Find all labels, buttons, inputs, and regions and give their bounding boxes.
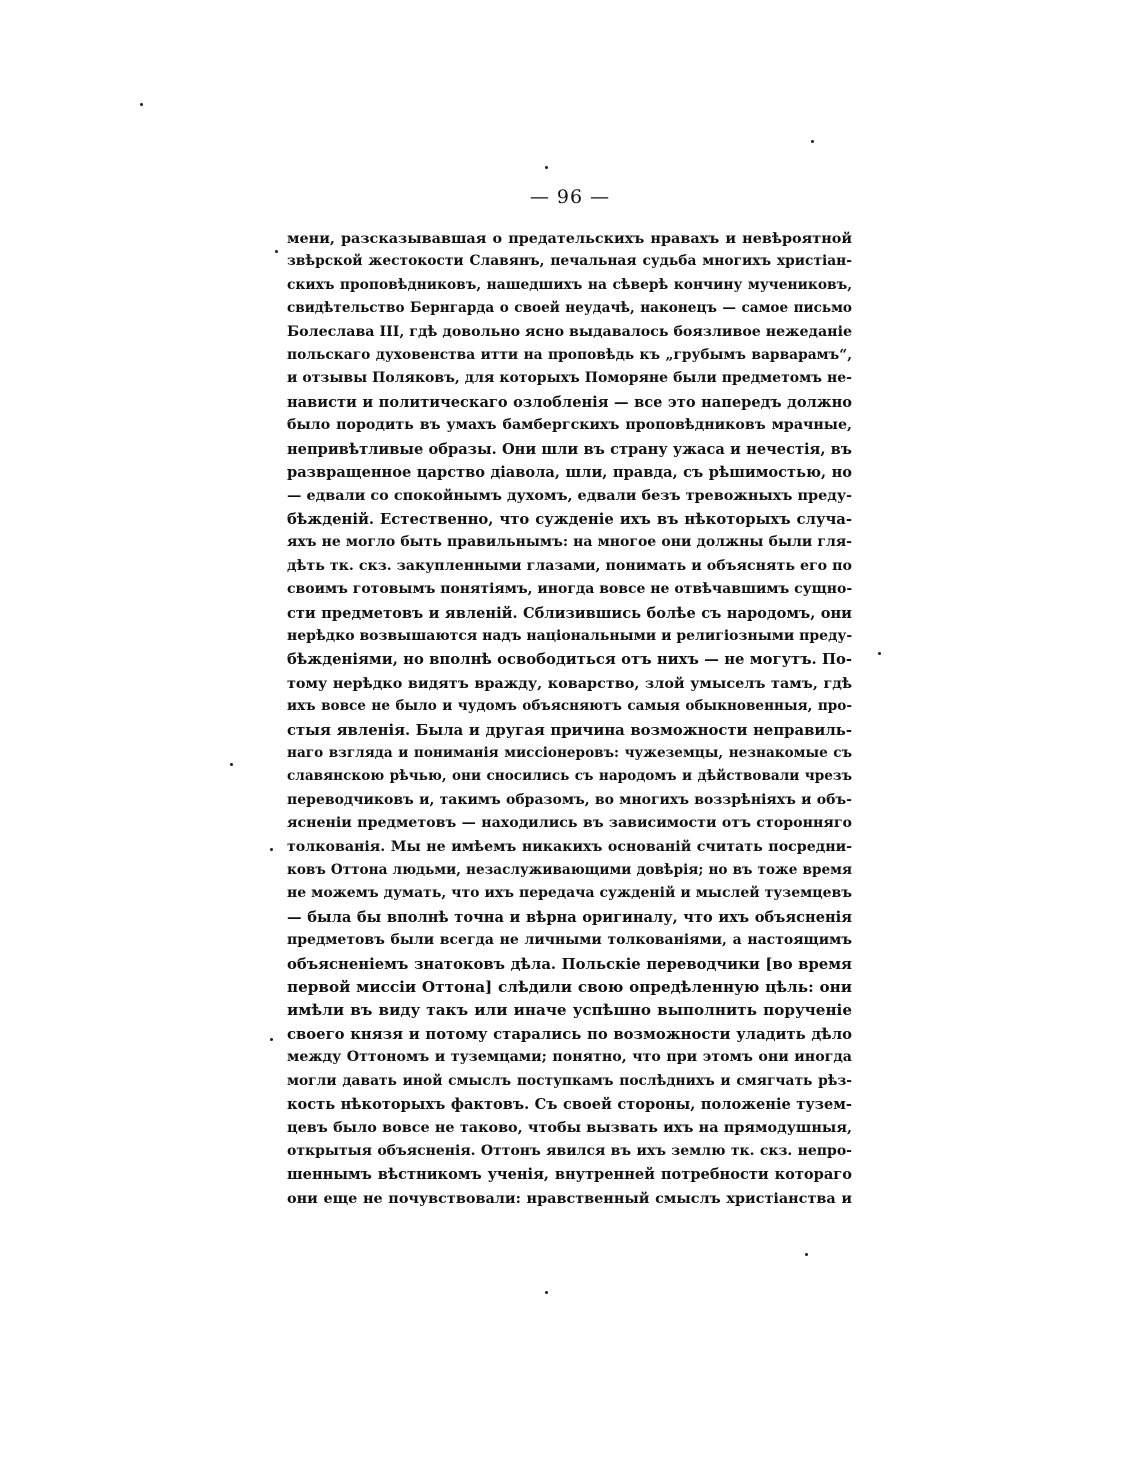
scan-speck [811,140,814,143]
text-line: толкованія. Мы не имѣемъ никакихъ основаній считать посредни- [287,838,852,855]
text-line: дѣть тк. скз. закупленными глазами, понимать и объяснять его по [287,557,852,574]
text-line: первой миссіи Оттона] слѣдили свою опредѣленную цѣль: они [287,978,852,996]
text-line: развращенное царство діавола, шли, правда, съ рѣшимостью, но [287,464,852,482]
page-number: — 96 — [529,186,611,208]
text-line: скихъ проповѣдниковъ, нашедшихъ на сѣверѣ кончину мучениковъ, [287,276,852,293]
text-line: не можемъ думать, что ихъ передача сужденій и мыслей туземцевъ [287,885,852,902]
text-line: шеннымъ вѣстникомъ ученія, внутренней потребности котораго [287,1166,852,1184]
body-text [287,227,852,1210]
text-line: переводчиковъ и, такимъ образомъ, во многихъ воззрѣніяхъ и объ- [287,791,852,808]
text-line: ихъ вовсе не было и чудомъ объясняютъ самыя обыкновенныя, про- [287,698,852,715]
text-line: звѣрской жестокости Славянъ, печальная судьба многихъ христіан- [287,253,852,270]
text-line: свидѣтельство Бернгарда о своей неудачѣ, наконецъ — самое письмо [287,300,852,317]
text-line: непривѣтливые образы. Они шли въ страну ужаса и нечестія, въ [287,440,852,458]
scan-speck [270,1038,273,1041]
text-line: мени, разсказывавшая о предательскихъ нравахъ и невѣроятной [287,230,852,247]
scan-speck [140,103,143,106]
text-line: сти предметовъ и явленій. Сблизившись болѣе съ народомъ, они [287,604,852,622]
text-line: — была бы вполнѣ точна и вѣрна оригиналу, что ихъ объясненія [287,908,852,926]
text-line: кость нѣкоторыхъ фактовъ. Съ своей стороны, положеніе тузем- [287,1096,852,1114]
scan-speck [275,250,278,253]
text-line: яхъ не могло быть правильнымъ: на многое они должны были гля- [287,534,852,551]
scan-speck [230,763,233,766]
text-line: нерѣдко возвышаются надъ національными и религіозными преду- [287,627,852,644]
text-line: между Оттономъ и туземцами; понятно, что при этомъ они иногда [287,1049,852,1066]
scan-speck [545,1291,548,1294]
text-line: польскаго духовенства итти на проповѣдь къ „грубымъ варварамъ“, [287,347,852,364]
scan-speck [270,848,273,851]
scan-speck [545,166,548,169]
text-line: предметовъ были всегда не личными толкованіями, а настоящимъ [287,932,852,949]
text-line: славянскою рѣчью, они сносились съ народомъ и дѣйствовали чрезъ [287,768,852,785]
text-line: было породить въ умахъ бамбергскихъ проповѣдниковъ мрачные, [287,417,852,434]
text-line: они еще не почувствовали: нравственный смыслъ христіанства и [287,1189,852,1207]
text-line: своего князя и потому старались по возможности уладить дѣло [287,1025,852,1043]
text-line: объясненіемъ знатоковъ дѣла. Польскіе переводчики [во время [287,955,852,973]
text-line: имѣли въ виду такъ или иначе успѣшно выполнить порученіе [287,1001,852,1020]
scan-speck [878,652,881,655]
text-line: бѣжденій. Естественно, что сужденіе ихъ въ нѣкоторыхъ случа- [287,510,852,528]
scan-speck [805,1253,808,1256]
text-line: стыя явленія. Была и другая причина возможности неправиль- [287,721,852,739]
text-line: нависти и политическаго озлобленія — все это напередъ должно [287,393,852,411]
text-line: ясненіи предметовъ — находились въ зависимости отъ сторонняго [287,815,852,832]
text-line: могли давать иной смыслъ поступкамъ послѣднихъ и смягчать рѣз- [287,1072,852,1089]
text-line: бѣжденіями, но вполнѣ освободиться отъ нихъ — не могутъ. По- [287,651,852,669]
text-line: наго взгляда и пониманія миссіонеровъ: чужеземцы, незнакомые съ [287,744,852,761]
text-line: Болеслава III, гдѣ довольно ясно выдавалось боязливое нежеданіе [287,323,852,340]
text-line: своимъ готовымъ понятіямъ, иногда вовсе не отвѣчавшимъ сущно- [287,581,852,598]
text-line: и отзывы Поляковъ, для которыхъ Поморяне были предметомъ не- [287,370,852,387]
text-line: — едвали со спокойнымъ духомъ, едвали безъ тревожныхъ преду- [287,487,852,505]
text-line: ковъ Оттона людьми, незаслуживающими довѣрія; но въ тоже время [287,861,852,878]
text-line: цевъ было вовсе не таково, чтобы вызвать ихъ на прямодушныя, [287,1119,852,1137]
text-line: открытыя объясненія. Оттонъ явился въ ихъ землю тк. скз. непро- [287,1142,852,1159]
text-line: тому нерѣдко видятъ вражду, коварство, злой умыселъ тамъ, гдѣ [287,674,852,692]
